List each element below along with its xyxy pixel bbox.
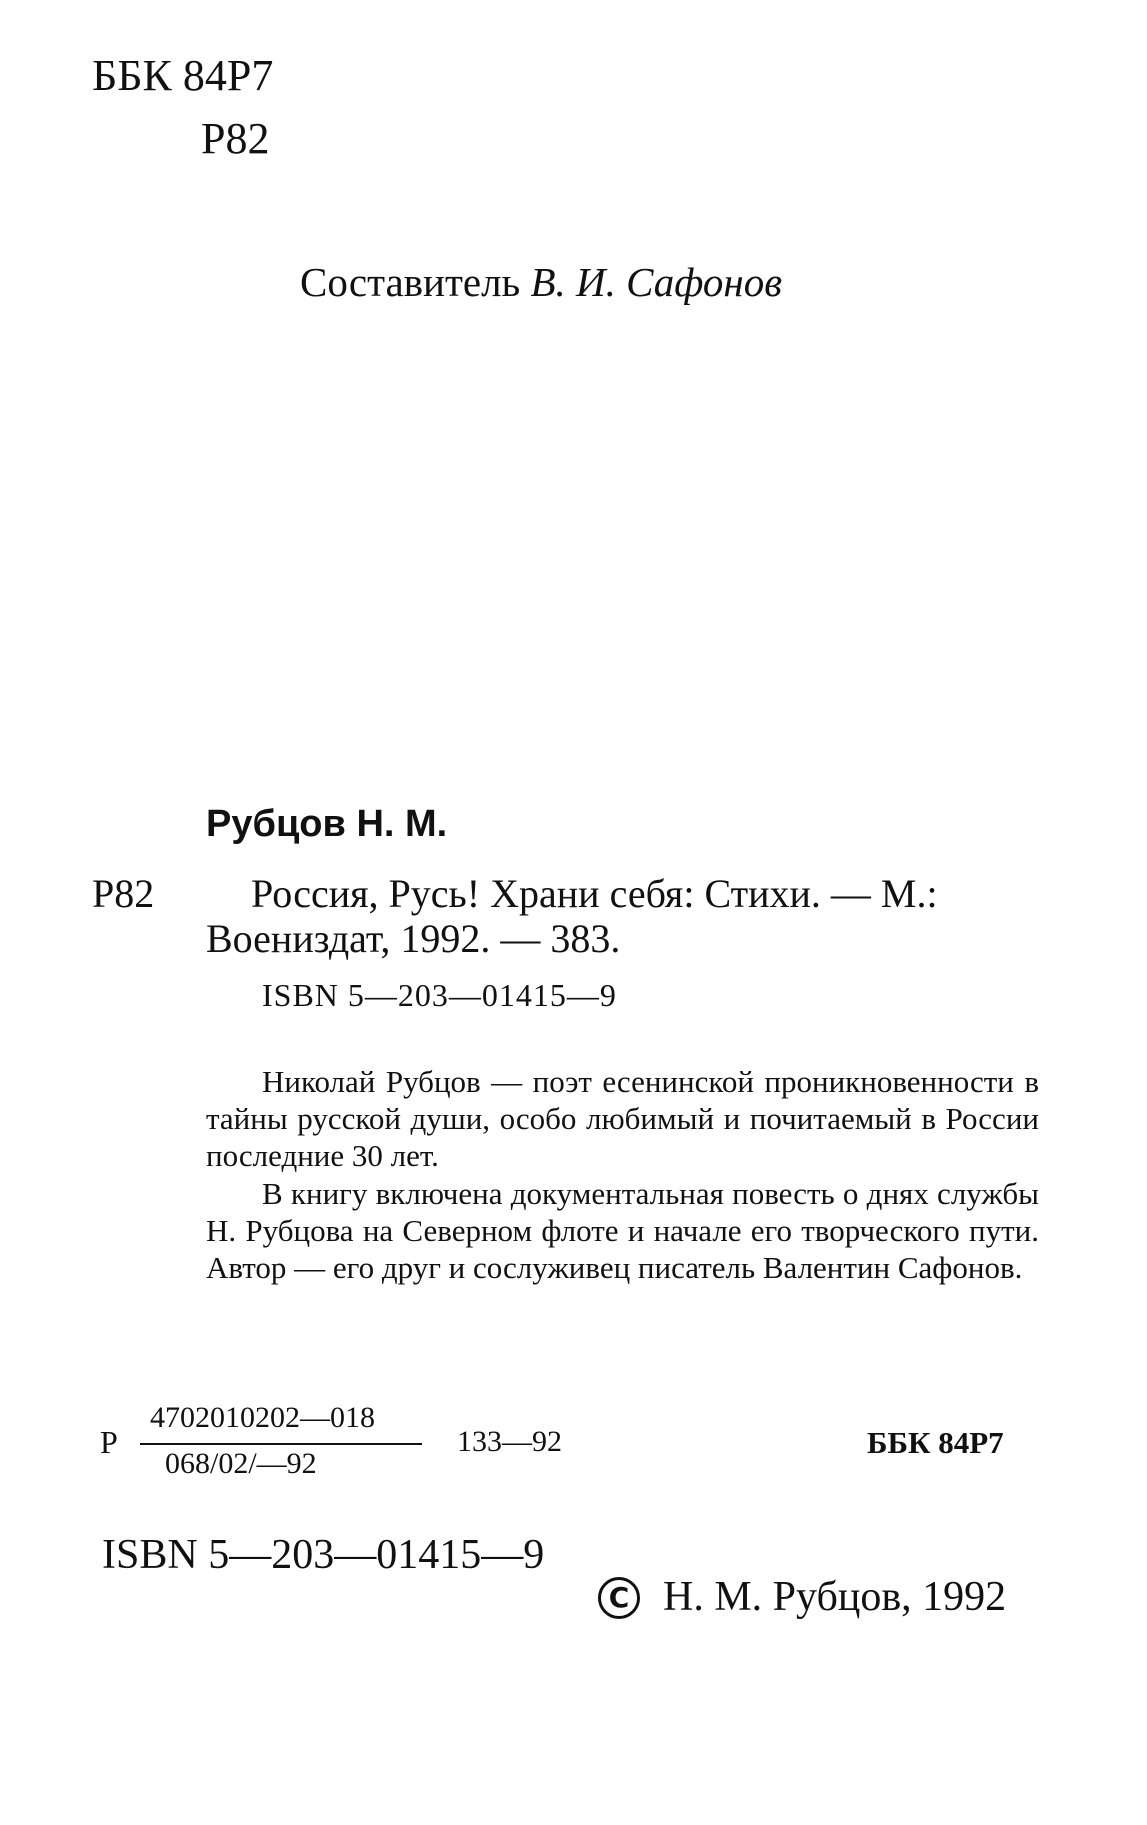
copyright-icon: C <box>598 1577 640 1619</box>
imprint-letter: Р <box>100 1424 118 1460</box>
catalog-isbn: ISBN 5—203—01415—9 <box>262 977 617 1013</box>
catalog-author-mark: Р82 <box>92 871 155 916</box>
footer-isbn: ISBN 5—203—01415—9 <box>102 1532 545 1578</box>
imprint-fraction-line <box>140 1443 422 1445</box>
annotation <box>206 1063 1039 1286</box>
compiler-line <box>300 258 782 306</box>
imprint-order: 133—92 <box>457 1425 562 1458</box>
catalog-title-line-2: Воениздат, 1992. — 383. <box>206 916 621 961</box>
catalog-title-line-1: Россия, Русь! Храни себя: Стихи. — М.: <box>251 871 938 916</box>
imprint-bbk: ББК 84Р7 <box>867 1425 1004 1460</box>
author-mark: Р82 <box>201 114 270 163</box>
annotation-paragraph-2: В книгу включена документальная повесть о днях службы Н. Рубцова на Северном флоте и начале его творческого пути. Автор — его друг и сослуживец писатель Валентин Сафонов. <box>206 1175 1039 1286</box>
compiler-name: В. И. Сафонов <box>530 259 783 305</box>
catalog-author: Рубцов Н. М. <box>206 803 448 845</box>
imprint-denominator: 068/02/—92 <box>165 1447 317 1480</box>
copyright-text: Н. М. Рубцов, 1992 <box>663 1574 1007 1620</box>
bbk-index: ББК 84Р7 <box>92 51 274 100</box>
compiler-label: Составитель <box>300 259 521 305</box>
imprint-numerator: 4702010202—018 <box>150 1401 375 1434</box>
annotation-paragraph-1: Николай Рубцов — поэт есенинской проникновенности в тайны русской души, особо любимый и почитаемый в России последние 30 лет. <box>206 1064 1039 1174</box>
